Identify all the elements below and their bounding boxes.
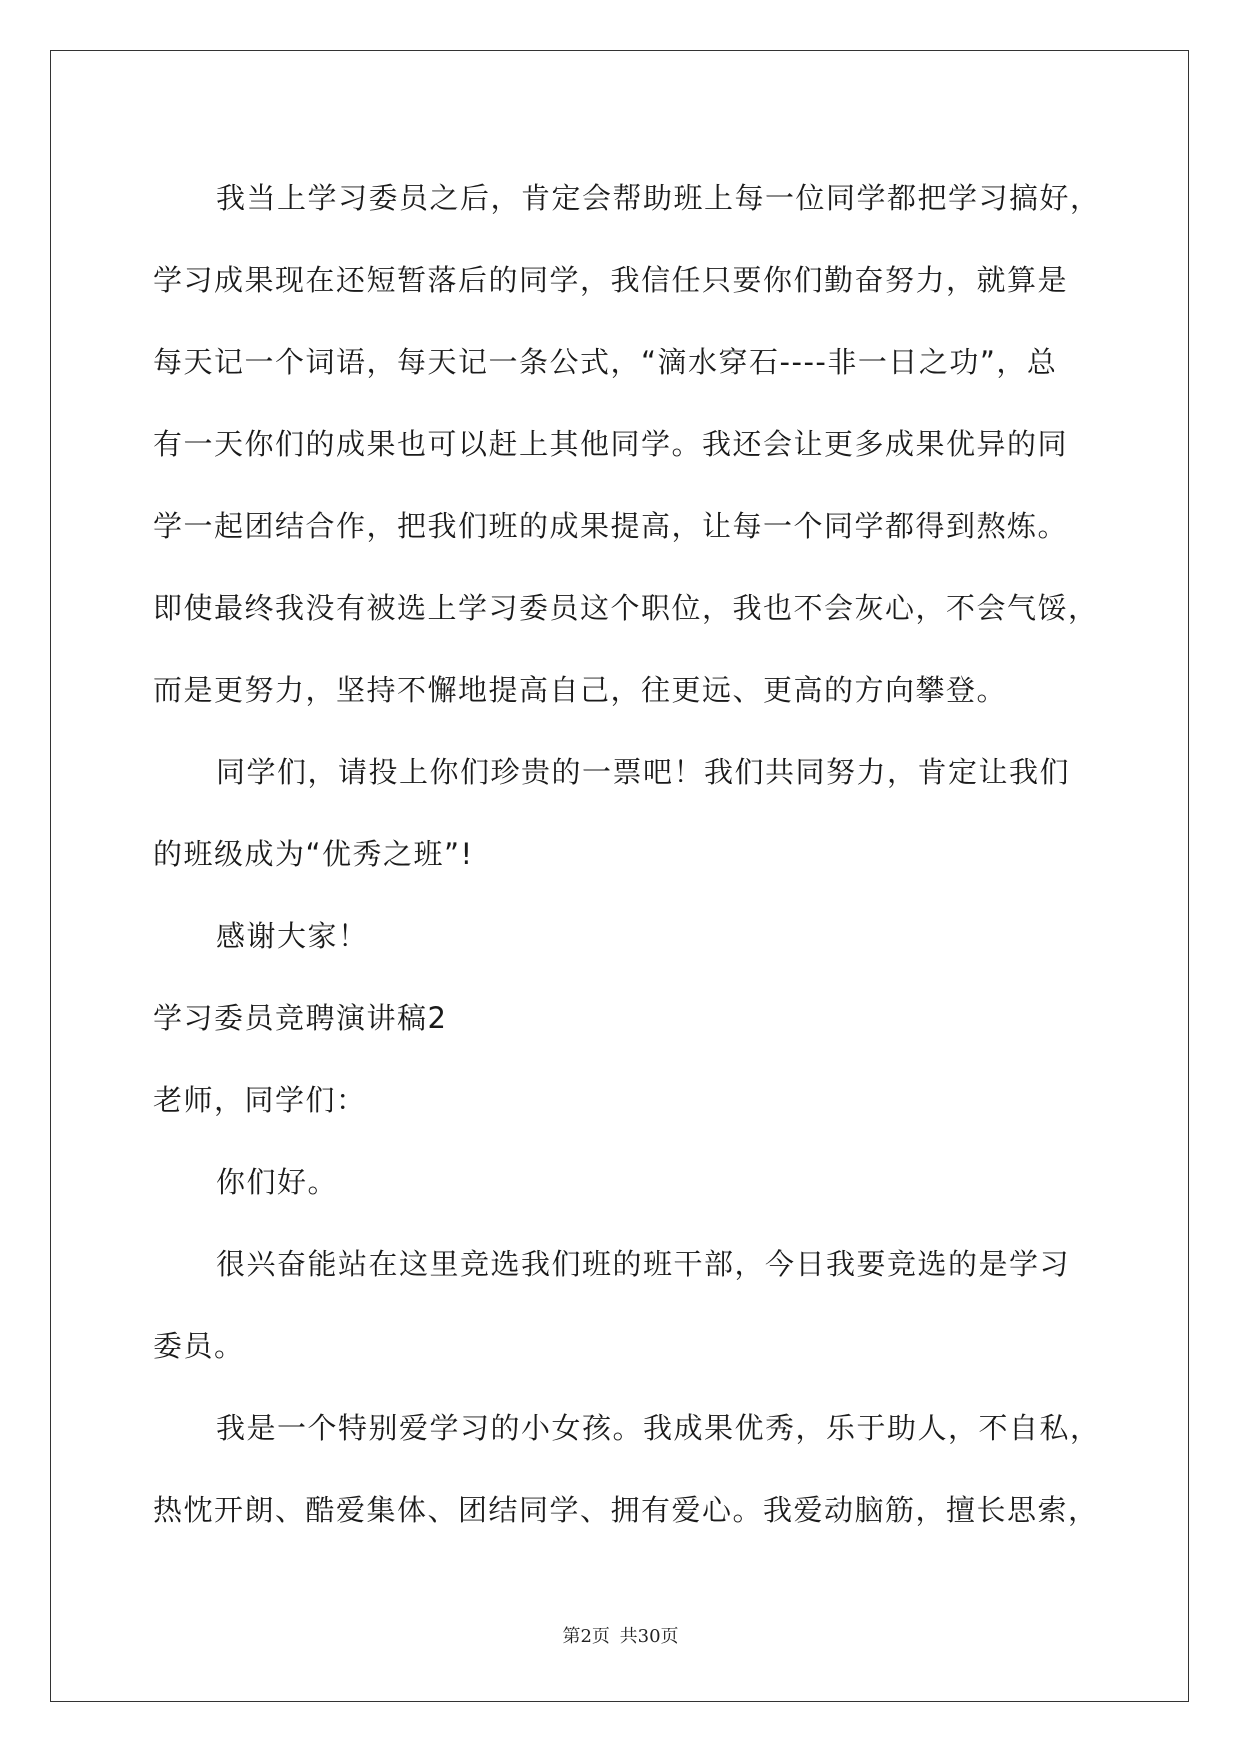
salutation: 老师，同学们： (153, 1083, 367, 1117)
text-line: 即使最终我没有被选上学习委员这个职位，我也不会灰心，不会气馁， (153, 591, 1099, 625)
text-line: 学习成果现在还短暂落后的同学，我信任只要你们勤奋努力，就算是 (153, 263, 1069, 297)
text-line: 热忱开朗、酷爱集体、团结同学、拥有爱心。我爱动脑筋，擅长思索， (153, 1493, 1099, 1527)
text-line: 你们好。 (216, 1165, 339, 1199)
text-line: 学一起团结合作，把我们班的成果提高，让每一个同学都得到熬炼。 (153, 509, 1069, 543)
text-line: 同学们，请投上你们珍贵的一票吧！我们共同努力，肯定让我们 (216, 755, 1071, 789)
text-line: 委员。 (153, 1329, 245, 1363)
document-body (153, 157, 1101, 1551)
section-heading: 学习委员竞聘演讲稿2 (153, 1001, 448, 1035)
text-line: 感谢大家！ (216, 919, 369, 953)
text-line: 很兴奋能站在这里竞选我们班的班干部，今日我要竞选的是学习 (216, 1247, 1071, 1281)
text-line: 我是一个特别爱学习的小女孩。我成果优秀，乐于助人，不自私， (216, 1411, 1101, 1445)
text-line: 而是更努力，坚持不懈地提高自己，往更远、更高的方向攀登。 (153, 673, 1008, 707)
page-total: 共30页 (619, 1626, 679, 1647)
text-line: 有一天你们的成果也可以赶上其他同学。我还会让更多成果优异的同 (153, 427, 1069, 461)
text-line: 的班级成为“优秀之班”! (153, 837, 474, 871)
text-line: 每天记一个词语，每天记一条公式，“滴水穿石----非一日之功”，总 (153, 345, 1058, 379)
page-number: 第2页 (562, 1626, 610, 1647)
page-footer (0, 1622, 1241, 1648)
text-line: 我当上学习委员之后，肯定会帮助班上每一位同学都把学习搞好， (216, 181, 1101, 215)
